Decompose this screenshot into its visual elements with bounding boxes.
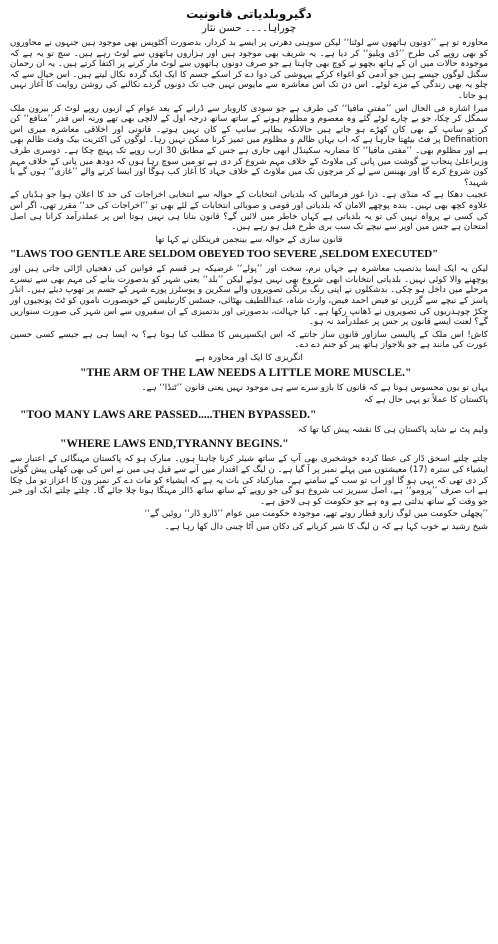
paragraph-10: ولیم پٹ نے شاید پاکستان ہی کا نقشہ پیش کیا تھا کہ [297, 424, 488, 435]
paragraph-9: پاکستان کا عملاً تو یہی حال ہے کہ [363, 395, 488, 406]
article-byline: چوراہا۔۔۔۔ حسن نثار [201, 23, 297, 34]
paragraph-7: انگریزی کا ایک اور محاورہ ہے [195, 353, 303, 364]
paragraph-5: لیکن یہ ایک ایسا بدنصیب معاشرہ ہے جہاں نرم، سخت اور ’’پولے‘‘ غرضیکہ ہر قسم کے قوانین کی دھجیاں اڑائی جاتی ہیں اور پوچھنے والا کوئی نہیں۔ بلدیاتی انتخابات ابھی شروع بھی نہیں ہوئے لیکن ’’بلد‘‘ یعنی شہر کو بدصورت بنانے کی مہم بھی سے تیسرے مرحلے میں داخل ہو چکی۔ بدشکلوں نے اپنی رنگ برنگی تصویروں والے سکرین و پوسٹرز پورے شہر کے جسم پر تھوپ دیئے ہیں۔ انڈر پاسز کے نیچے سے گزریں تو فیض احمد فیض، وارث شاہ، عبداللطیف بھٹائی، جسٹس کارنیلیس کے خوبصورت ناموں کو ٹٹ پونجیوں اور چکڑ چوہدریوں کی تصویروں نے ڈھانپ رکھا ہے۔ کیا جہالت، بدصورتی اور بدتمیزی کے ان سفیروں سے اس شہر کی صورت سنواریں گے؟ لعنت ایسے قانون پر جس پر عملدرآمد نہ ہو۔ [10, 264, 488, 328]
english-quote-2: "THE ARM OF THE LAW NEEDS A LITTLE MORE MUSCLE." [80, 366, 412, 379]
english-quote-3: "TOO MANY LAWS ARE PASSED.....THEN BYPASSED." [20, 408, 317, 421]
paragraph-4: قانون سازی کے حوالہ سے بینجمن فرینکلن نے کہا تھا [155, 234, 343, 245]
article-title: دگیروبلدیاتی قانونیت [186, 7, 312, 21]
english-quote-4: "WHERE LAWS END,TYRANNY BEGINS." [60, 438, 289, 451]
paragraph-8: یہاں تو یوں محسوس ہوتا ہے کہ قانون کا بازو سرے سے ہی موجود نہیں یعنی قانون ’’ٹنڈا‘‘ ہے۔ [141, 382, 488, 393]
paragraph-11: چلتے چلتے اسحق ڈار کی عطا کردہ خوشخبری بھی آپ کے ساتھ شیئر کرنا چاہتا ہوں۔ مبارک ہو کہ پاکستان مہنگائی کے اعتبار سے ایشیاء کی سترہ (17) معیشتوں میں پہلے نمبر پر آ گیا ہے۔ ن لیگ کے اقتدار میں آنے سے قبل ہی میں نے اس کی بھی کھلی پیش گوئی کر دی تھی کہ یہی ہو گا اور اب تو سب کے سامنے ہے۔ مبارکباد کی بات یہ ہے کہ ایشیاء کو مات دے کر نمبر ون کا اعزاز تو مل چکا ہے اب صرف ’’پرومو‘‘ ہے، اصل سیریز تب شروع ہو گی جو روپے کے ساتھ ساتھ ڈالر مہنگا ہوتا چلا جائے گا۔ چلتے چلتے ایک اور خبر جو وقت کے ساتھ بدلتی ہے وہ ہے جو حکومت کو ہی لاحق ہے۔ [10, 454, 488, 507]
paragraph-13: شیخ رشید نے خوب کہا ہے کہ ن لیگ کا شیر کریانے کی دکان میں آٹا چینی دال کھا رہا ہے۔ [164, 521, 488, 532]
paragraph-2: میرا اشارہ فی الحال اس ’’مفتی مافیا‘‘ کی طرف ہے جو سودی کاروبار سے ڈرانے کے بعد عوام کے اربوں روپے لوٹ کر بیرون ملک سمگل کر چکا، جو بے چارے لوٹے گئے وہ معصوم و مظلوم ہونے کے ساتھ ساتھ درجہ اول کے لالچی بھی تھے ورنہ اس قدر ’’منافع‘‘ کن کر تو سانپ کے بھی کان کھڑے ہو جاتے ہیں حالانکہ بظاہر سانپ کے کان نہیں ہوتے۔ قانونی اور اخلاقی معاشرہ میری اس Defination پر فٹ بیٹھتا جارہا ہے کہ اب یہاں ظالم و مظلوم میں تمیز کرنا ممکن نہیں رہا۔ لوگوں کی اکثریت بیک وقت ظالم بھی ہے اور مظلوم بھی۔ ’’مفتی مافیا‘‘ کا مضاربہ سکینڈل ابھی جاری ہے جس کے مطابق 30 ارب روپے تک پہنچ چکا ہے۔ دوسری طرف وزیراعلیٰ پنجاب نے گوشت میں پانی کی ملاوٹ کے خلاف مہم شروع کر دی ہے تو میں سوچ رہا ہوں کہ دودھ میں پانی کے خلاف مہم کون شروع کرے گا اور بھینس سے لے کر مرچوں تک میں ملاوٹ کے خلاف جہاد کا آغاز کب ہوگا اور ایسا کرنے والے ’’غازی‘‘ ہوں گے یا شہید؟ [10, 103, 488, 188]
paragraph-1: محاورہ تو ہے ’’دونوں ہاتھوں سے لوٹنا‘‘ لیکن سوہنی دھرتی پر ایسے بد کردار، بدصورت آکٹوپس بھی موجود ہیں جنہوں نے محاوروں کو بھی روپے کی طرح ’’ڈی ویلیو‘‘ کر دیا ہے۔ یہ شریف بھی موجود ہیں اور ہزاروں ہاتھوں سے لوٹ رہے ہیں۔ سچ تو یہ ہے کہ موجودہ حالات میں ان کے ہاتھ بچھو نے کوچ بھی چاہتا ہے جو صرف دونوں ہاتھوں سے لوٹ مار کرنے پر اکتفا کرتے ہیں۔ یہ ان رحمان سگنل لوگوں جیسے ہیں جو آدمی کو اغواء کرکے بیہوشی کی دوا دے کر اسکے جسم کا ایک ایک گردہ نکال لیتے ہیں۔ اس خیال سے کہ چلو یہ بھی زندگی کے مزے لوٹے۔ اس دن تک اس معاشرہ سے مایوس نہیں جب تک دونوں گردے نکالنے کی روشن روایت کا آغاز نہیں ہو جاتا۔ [10, 38, 489, 101]
paragraph-3: عجیب دھکا ہے کہ منڈی ہے۔ ذرا غور فرمائیں کہ بلدیاتی انتخابات کے حوالہ سے انتخابی اخراجات کی حد کا اعلان ہوا جو ہڈیاں کے علاوہ کچھ بھی نہیں۔ بندہ پوچھے الامان کہ بلدیاتی اور قومی و صوبائی انتخابات کے لئے بھی تو ’’اخراجات کی حد‘‘ مقرر تھی، اگر اس کی کسی نے پرواہ نہیں کی تو یہ بلدیاتی ہے کہاں خاطر میں لائیں گے؟ قانون بنانا ہی نہیں ہوتا اس پر عملدرآمد کرانا ہی اصل امتحان ہے جس میں اوپر سے نیچے تک سب بری طرح فیل ہو رہے ہیں۔ [10, 190, 488, 233]
english-quote-1: "LAWS TOO GENTLE ARE SELDOM OBEYED TOO SEVERE ,SELDOM EXECUTED" [10, 248, 439, 261]
paragraph-12: ’’پچھلی حکومت میں لوگ زارو قطار روتے تھے، موجودہ حکومت میں عوام ’’ڈارو ڈار‘‘ روئیں گے‘‘ [144, 509, 488, 520]
paragraph-6: کاش! اس ملک کے پالیسی سازاور قانون ساز جانتے کہ اس ایکسپریس کا مطلب کیا ہوتا ہے؟ یہ ایسا ہی ہے جیسے کسی حسین عورت کی مانند ہے جو بلاجواز ہاتھ پیر کو جنم دے دے۔ [10, 329, 488, 351]
